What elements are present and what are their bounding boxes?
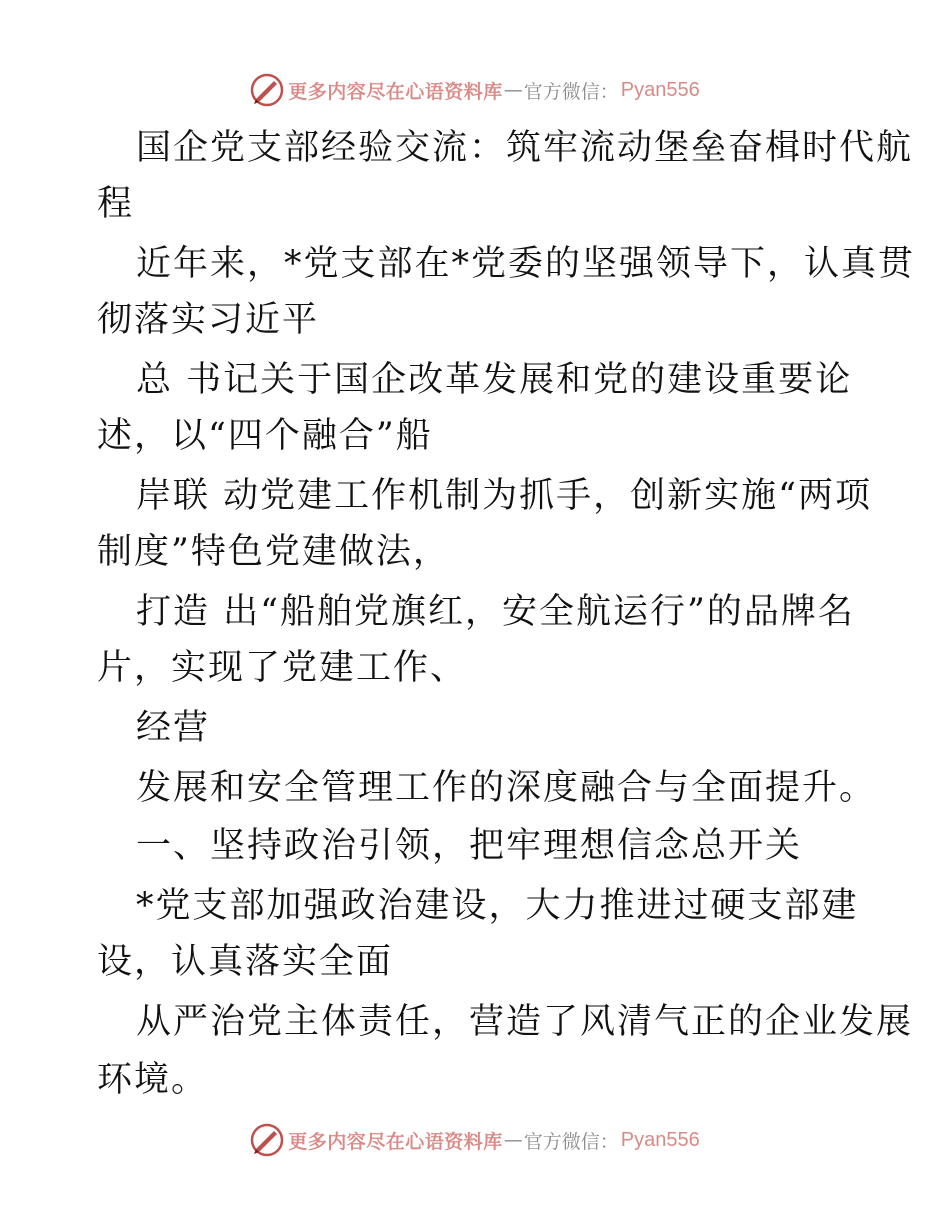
doc-paragraph-line: 从严治党主体责任，营造了风清气正的企业发展 — [136, 1002, 914, 1042]
header-watermark-banner — [0, 70, 950, 110]
footer-watermark-banner — [0, 1120, 950, 1160]
doc-paragraph-line: 制度”特色党建做法， — [97, 532, 450, 572]
doc-section-heading: 一、坚持政治引领，把牢理想信念总开关 — [136, 826, 803, 866]
header-banner-official: 官方微信： — [523, 80, 619, 103]
doc-paragraph-line: 总 书记关于国企改革发展和党的建设重要论 — [136, 360, 853, 400]
pen-logo-icon — [250, 1123, 284, 1157]
header-banner-text: 更多内容尽在心语资料库 — [288, 80, 503, 103]
doc-paragraph-line: 片，实现了党建工作、 — [97, 648, 468, 688]
doc-paragraph-line: *党支部加强政治建设，大力推进过硬支部建 — [136, 886, 859, 926]
doc-paragraph-line: 经营 — [136, 708, 211, 748]
footer-banner-wechat-id: Pyan556 — [620, 1128, 700, 1151]
doc-paragraph-line: 打造 出“船舶党旗红，安全航运行”的品牌名 — [136, 592, 855, 632]
header-banner-wechat-id: Pyan556 — [620, 78, 700, 101]
doc-title-line-2: 程 — [97, 184, 135, 224]
doc-paragraph-line: 设，认真落实全面 — [97, 942, 394, 982]
doc-paragraph-line: 彻落实习近平 — [97, 300, 320, 340]
footer-banner-official: 官方微信： — [523, 1130, 619, 1153]
doc-paragraph-line: 发展和安全管理工作的深度融合与全面提升。 — [136, 768, 877, 808]
doc-title-line-1: 国企党支部经验交流：筑牢流动堡垒奋楫时代航 — [136, 128, 914, 168]
doc-paragraph-line: 述，以“四个融合”船 — [97, 416, 433, 456]
footer-banner-dash: — — [503, 1129, 523, 1151]
footer-banner-text: 更多内容尽在心语资料库 — [288, 1130, 503, 1153]
doc-paragraph-line: 岸联 动党建工作机制为抓手，创新实施“两项 — [136, 476, 873, 516]
doc-paragraph-line: 近年来，*党支部在*党委的坚强领导下，认真贯 — [136, 244, 916, 284]
header-banner-dash: — — [503, 79, 523, 101]
doc-paragraph-line: 环境。 — [97, 1060, 209, 1100]
pen-logo-icon — [250, 73, 284, 107]
